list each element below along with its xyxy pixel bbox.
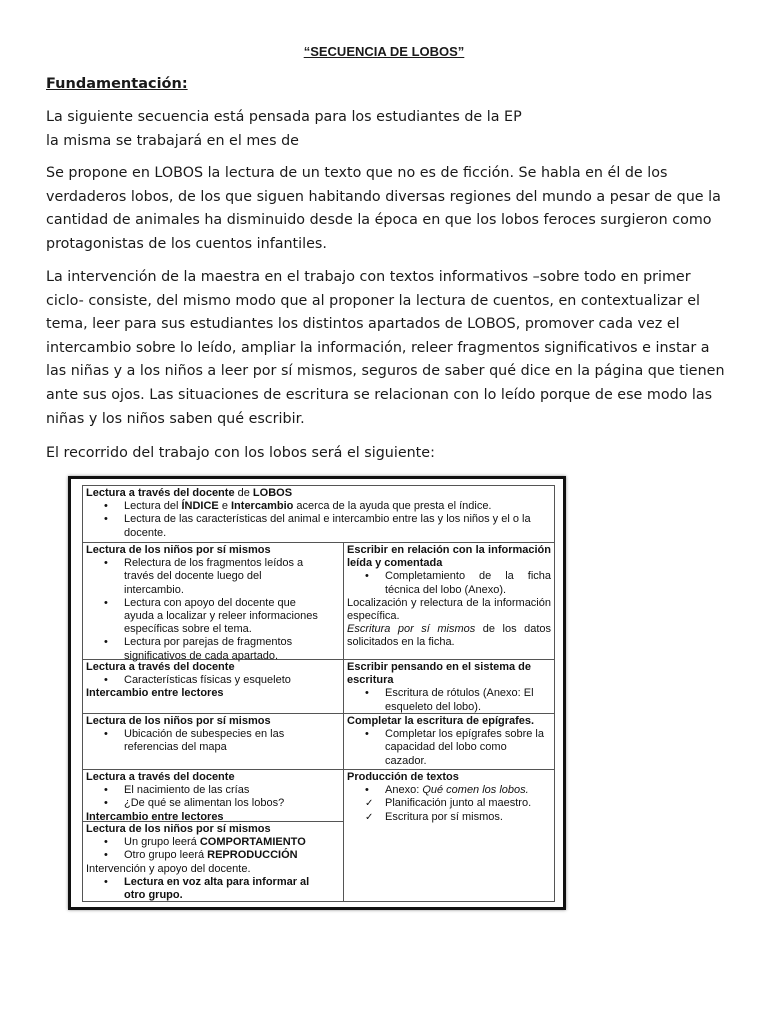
list-item: • Anexo: Qué comen los lobos.: [385, 784, 551, 797]
intro-paragraph: [46, 106, 726, 153]
cell-heading: Lectura a través del docente: [86, 771, 235, 783]
cell-heading: Intercambio entre lectores: [86, 810, 224, 823]
row-5-left-lower-cell: [83, 822, 343, 901]
checklist-item: ✓ Planificación junto al maestro.: [385, 797, 551, 810]
section-heading: Fundamentación:: [46, 76, 188, 92]
list-item: • Completar los epígrafes sobre la capacidad del lobo como cazador.: [385, 728, 551, 768]
list-item: • Completamiento de la ficha técnica del lobo (Anexo).: [385, 570, 551, 596]
cell-heading: Lectura de los niños por sí mismos: [86, 823, 271, 835]
list-item: • Características físicas y esqueleto: [124, 674, 340, 687]
document-title: “SECUENCIA DE LOBOS”: [303, 44, 465, 59]
row-3-right-cell: [344, 660, 554, 713]
paragraph-lobos-description: [46, 162, 726, 256]
row-1-cell: [83, 486, 554, 542]
paragraph-text: Se propone en LOBOS la lectura de un texto que no es de ficción. Se habla en él de los verdaderos lobos, de los que siguen habitando diversas regiones del mundo a pesar de que la cantidad de animales ha disminuido desde la época en que los lobos feroces surgieron como protagonistas de los cuentos infantiles.: [46, 165, 721, 252]
row-4-right-cell: [344, 714, 554, 769]
cell-heading: Escribir pensando en el sistema de escritura: [347, 661, 532, 687]
checklist-item: ✓ Escritura por sí mismos.: [385, 811, 551, 824]
row-2-left-cell: [83, 543, 343, 662]
intro-line-2: la misma se trabajará en el mes de: [46, 132, 299, 149]
cell-heading: Producción de textos: [347, 771, 459, 783]
list-item: • Escritura de rótulos (Anexo: El esqueleto del lobo).: [385, 687, 551, 713]
sequence-table: [82, 485, 555, 902]
cell-heading: Lectura a través del docente: [86, 661, 235, 673]
list-item: • El nacimiento de las crías: [124, 784, 340, 797]
cell-text: Intervención y apoyo del docente.: [86, 862, 251, 875]
list-item: • Otro grupo leerá REPRODUCCIÓN: [124, 849, 340, 862]
list-item: • Relectura de los fragmentos leídos a través del docente luego del intercambio.: [124, 557, 320, 597]
list-item: • Lectura con apoyo del docente que ayuda a localizar y releer informaciones específicas sobre el tema.: [124, 597, 320, 637]
list-item: • Lectura en voz alta para informar al otro grupo.: [124, 876, 328, 902]
row-2-right-cell: [344, 543, 554, 659]
row-5-right-cell: [344, 770, 554, 901]
cell-text: Localización y relectura de la información específica.: [347, 596, 551, 623]
paragraph-text: El recorrido del trabajo con los lobos será el siguiente:: [46, 445, 435, 461]
row-5-left-upper-cell: [83, 770, 343, 821]
sequence-table-image: [68, 476, 566, 910]
cell-heading: Lectura de los niños por sí mismos: [86, 715, 271, 727]
cell-heading: Completar la escritura de epígrafes.: [347, 715, 535, 727]
list-item: • Lectura por parejas de fragmentos significativos de cada apartado.: [124, 636, 320, 662]
row-3-left-cell: [83, 660, 343, 713]
row-1-heading: Lectura a través del docente de LOBOS: [86, 487, 293, 499]
paragraph-sequence-intro: [46, 442, 726, 466]
row-4-left-cell: [83, 714, 343, 769]
cell-heading: Intercambio entre lectores: [86, 687, 224, 700]
paragraph-teacher-intervention: [46, 266, 726, 431]
list-item: • Lectura de las características del animal e intercambio entre las y los niños y el o la docente.: [124, 513, 551, 539]
list-item: • Ubicación de subespecies en las referencias del mapa: [124, 728, 310, 754]
intro-line-1: La siguiente secuencia está pensada para los estudiantes de la EP: [46, 109, 522, 125]
cell-text: Escritura por sí mismos de los datos solicitados en la ficha.: [347, 623, 551, 649]
cell-heading: Escribir en relación con la información leída y comentada: [347, 544, 551, 570]
list-item: • ¿De qué se alimentan los lobos?: [124, 797, 340, 810]
cell-heading: Lectura de los niños por sí mismos: [86, 544, 271, 556]
paragraph-text: La intervención de la maestra en el trabajo con textos informativos –sobre todo en primer ciclo- consiste, del mismo modo que al proponer la lectura de cuentos, en contextualizar el tema, leer para sus estudiantes los distintos apartados de LOBOS, promover cada vez el intercambio sobre lo leído, ampliar la información, releer fragmentos significativos e instar a las niñas y a los niños a leer por sí mismos, seguros de saber qué dice en la página que tienen ante sus ojos. Las situaciones de escritura se relacionan con lo leído porque de ese modo las niñas y los niños saben qué escribir.: [46, 269, 725, 427]
list-item: • Un grupo leerá COMPORTAMIENTO: [124, 836, 340, 849]
list-item: • Lectura del ÍNDICE e Intercambio acerca de la ayuda que presta el índice.: [124, 500, 551, 513]
